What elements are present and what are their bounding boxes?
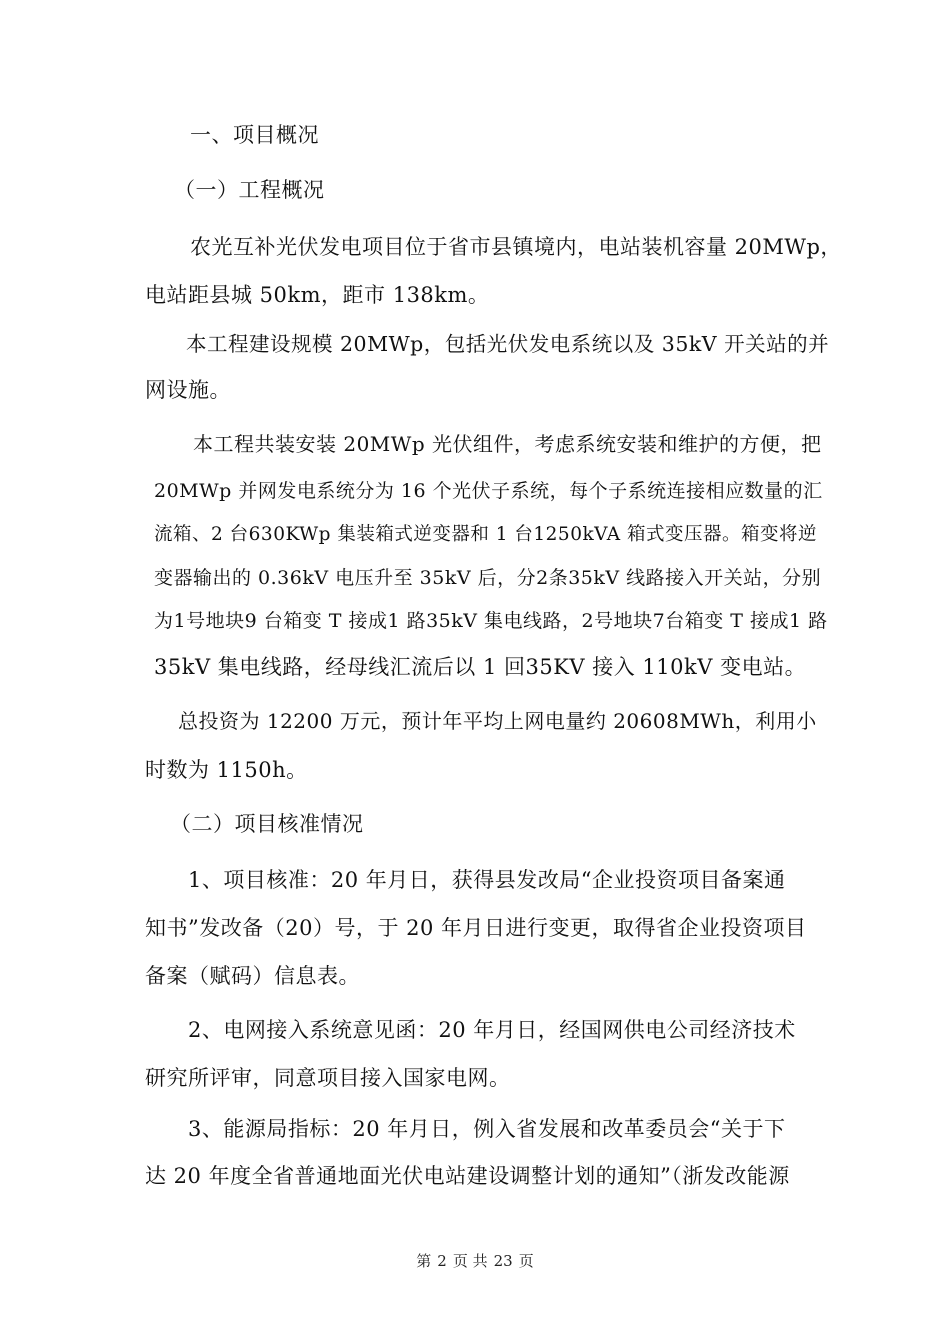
paragraph-line: 知书”发改备（20）号，于 20 年月日进行变更，取得省企业投资项目 <box>145 916 807 940</box>
subsection-heading-approval: （二）项目核准情况 <box>170 812 364 836</box>
paragraph-line: 研究所评审，同意项目接入国家电网。 <box>145 1066 511 1090</box>
paragraph-line: 农光互补光伏发电项目位于省市县镇境内，电站装机容量 20MWp， <box>190 235 842 259</box>
paragraph-line: 3、能源局指标：20 年月日，例入省发展和改革委员会“关于下 <box>188 1117 786 1141</box>
paragraph-line: 网设施。 <box>145 378 231 402</box>
footer-current-page: 2 <box>437 1252 447 1270</box>
paragraph-line: 变器输出的 0.36kV 电压升至 35kV 后，分2条35kV 线路接入开关站，分别 <box>154 567 822 589</box>
paragraph-line: 总投资为 12200 万元，预计年平均上网电量约 20608MWh，利用小 <box>178 709 817 733</box>
page-footer <box>0 1250 950 1271</box>
paragraph-line: 2、电网接入系统意见函：20 年月日，经国网供电公司经济技术 <box>188 1018 796 1042</box>
paragraph-line: 1、项目核准：20 年月日，获得县发改局“企业投资项目备案通 <box>188 868 786 892</box>
paragraph-line: 电站距县城 50km，距市 138km。 <box>145 283 490 307</box>
paragraph-line: 35kV 集电线路，经母线汇流后以 1 回35KV 接入 110kV 变电站。 <box>154 655 807 679</box>
paragraph-line: 时数为 1150h。 <box>145 758 308 782</box>
footer-prefix: 第 <box>416 1252 432 1270</box>
paragraph-line: 流箱、2 台630KWp 集装箱式逆变器和 1 台1250kVA 箱式变压器。箱变将逆 <box>154 524 818 545</box>
section-heading-overview: 一、项目概况 <box>190 123 319 147</box>
paragraph-line: 本工程共装安装 20MWp 光伏组件，考虑系统安装和维护的方便，把 <box>193 432 822 456</box>
paragraph-line: 20MWp 并网发电系统分为 16 个光伏子系统，每个子系统连接相应数量的汇 <box>154 480 823 502</box>
paragraph-line: 达 20 年度全省普通地面光伏电站建设调整计划的通知”（浙发改能源 <box>145 1164 790 1188</box>
subsection-heading-project: （一）工程概况 <box>174 178 325 202</box>
footer-suffix: 页 <box>518 1252 534 1270</box>
paragraph-line: 本工程建设规模 20MWp，包括光伏发电系统以及 35kV 开关站的并 <box>186 332 830 356</box>
paragraph-line: 为1号地块9 台箱变 T 接成1 路35kV 集电线路，2号地块7台箱变 T 接成1 路 <box>154 610 828 632</box>
footer-middle: 页 共 <box>452 1252 488 1270</box>
paragraph-line: 备案（赋码）信息表。 <box>145 964 360 988</box>
footer-total-pages: 23 <box>493 1252 513 1270</box>
